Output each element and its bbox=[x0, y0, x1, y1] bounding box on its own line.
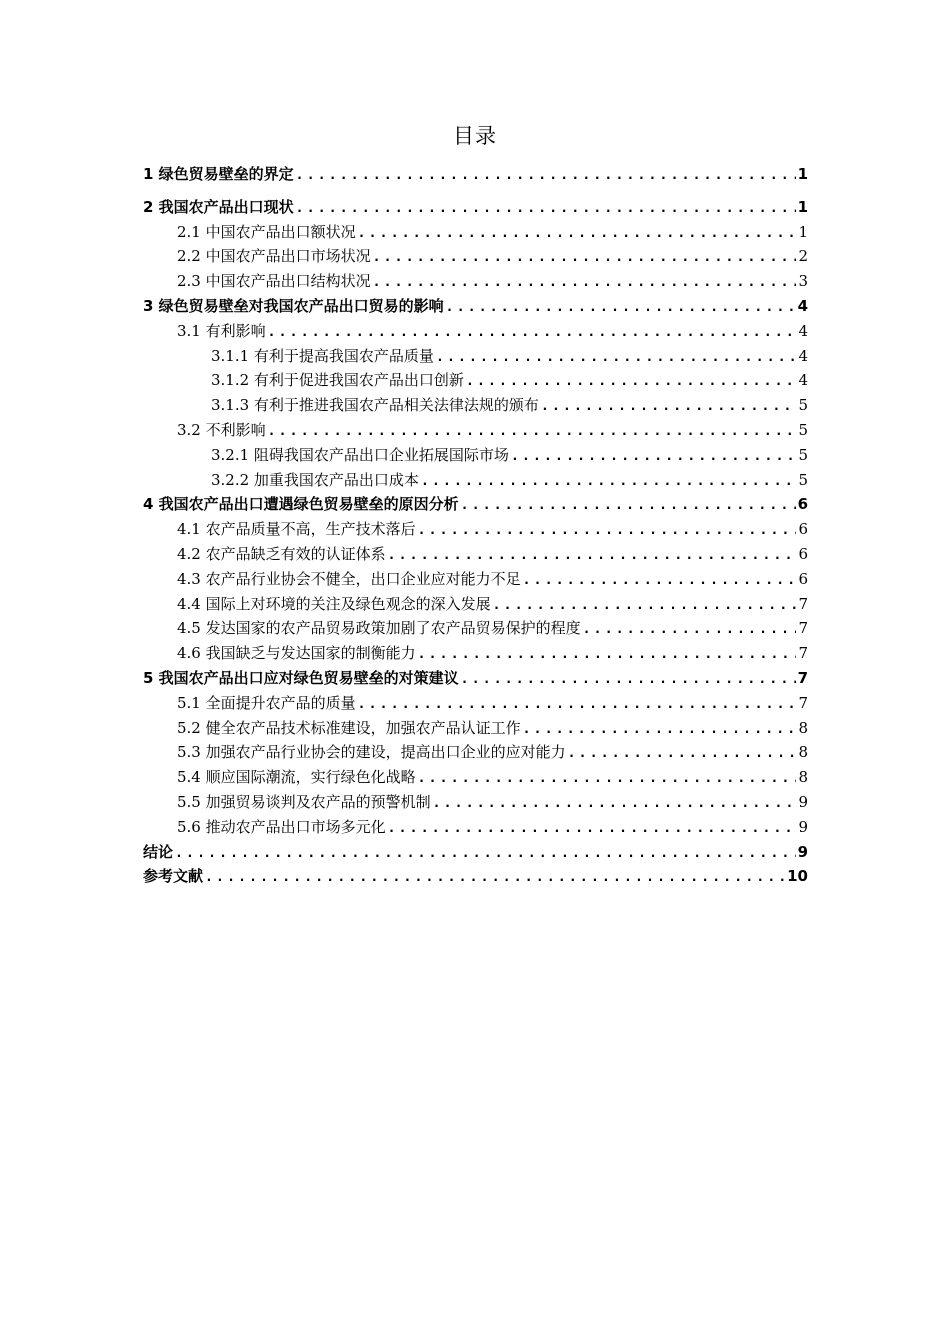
toc-leader-dots bbox=[436, 346, 796, 369]
toc-entry-text: 4.1 农产品质量不高，生产技术落后 bbox=[177, 520, 416, 539]
toc-leader-dots bbox=[523, 569, 796, 592]
toc-entry-text: 4.3 农产品行业协会不健全，出口企业应对能力不足 bbox=[177, 569, 521, 588]
toc-entry-text: 2.2 中国农产品出口市场状况 bbox=[177, 247, 371, 266]
toc-entry-text: 4 我国农产品出口遭遇绿色贸易壁垒的原因分析 bbox=[143, 495, 459, 514]
toc-entry-text: 5.1 全面提升农产品的质量 bbox=[177, 693, 356, 712]
toc-entry-text: 4.6 我国缺乏与发达国家的制衡能力 bbox=[177, 644, 416, 663]
toc-entry[interactable] bbox=[143, 765, 808, 790]
toc-entry-text: 3.2 不利影响 bbox=[177, 420, 266, 439]
toc-entry-page: 5 bbox=[798, 445, 808, 464]
toc-leader-dots bbox=[373, 271, 796, 294]
toc-entry[interactable] bbox=[143, 294, 808, 319]
toc-entry[interactable] bbox=[143, 517, 808, 542]
toc-entry-text: 3.2.1 阻碍我国农产品出口企业拓展国际市场 bbox=[211, 445, 509, 464]
toc-leader-dots bbox=[418, 767, 796, 790]
toc-leader-dots bbox=[373, 246, 796, 269]
toc-leader-dots bbox=[433, 792, 796, 815]
toc-entry-page: 7 bbox=[798, 619, 808, 638]
toc-entry-text: 4.5 发达国家的农产品贸易政策加剧了农产品贸易保护的程度 bbox=[177, 619, 581, 638]
toc-entry[interactable] bbox=[143, 840, 808, 865]
toc-leader-dots bbox=[493, 594, 796, 617]
toc-entry-page: 6 bbox=[798, 569, 808, 588]
toc-entry-text: 4.2 农产品缺乏有效的认证体系 bbox=[177, 544, 386, 563]
toc-leader-dots bbox=[466, 370, 796, 393]
toc-entry-page: 8 bbox=[798, 743, 808, 762]
toc-entry-page: 4 bbox=[798, 321, 808, 340]
toc-leader-dots bbox=[446, 296, 796, 319]
toc-leader-dots bbox=[418, 519, 796, 542]
toc-entry[interactable] bbox=[143, 815, 808, 840]
toc-entry-page: 7 bbox=[798, 693, 808, 712]
toc-entry-page: 7 bbox=[797, 668, 808, 687]
toc-entry[interactable] bbox=[143, 468, 808, 493]
toc-entry-text: 5.3 加强农产品行业协会的建设，提高出口企业的应对能力 bbox=[177, 743, 566, 762]
toc-leader-dots bbox=[461, 668, 796, 691]
toc-entry-page: 3 bbox=[798, 272, 808, 291]
toc-leader-dots bbox=[358, 222, 796, 245]
toc-leader-dots bbox=[268, 321, 796, 344]
toc-entry-text: 4.4 国际上对环境的关注及绿色观念的深入发展 bbox=[177, 594, 491, 613]
toc-entry-page: 9 bbox=[798, 817, 808, 836]
toc-entry-page: 5 bbox=[798, 470, 808, 489]
toc-entry-page: 8 bbox=[798, 718, 808, 737]
toc-entry[interactable] bbox=[143, 740, 808, 765]
toc-entry-page: 7 bbox=[798, 644, 808, 663]
toc-entry-page: 2 bbox=[798, 247, 808, 266]
toc-entry[interactable] bbox=[143, 244, 808, 269]
toc-entry-text: 结论 bbox=[143, 842, 174, 861]
toc-leader-dots bbox=[175, 842, 796, 865]
toc-entry[interactable] bbox=[143, 220, 808, 245]
toc-leader-dots bbox=[296, 197, 796, 220]
toc-entry-text: 参考文献 bbox=[143, 867, 204, 886]
toc-leader-dots bbox=[523, 718, 796, 741]
toc-entry-page: 4 bbox=[797, 296, 808, 315]
toc-entry-page: 1 bbox=[797, 197, 808, 216]
toc-title: 目录 bbox=[453, 124, 497, 148]
toc-entry[interactable] bbox=[143, 269, 808, 294]
table-of-contents bbox=[143, 162, 808, 889]
toc-leader-dots bbox=[418, 643, 796, 666]
toc-entry-text: 2.1 中国农产品出口额状况 bbox=[177, 222, 356, 241]
toc-entry-text: 2 我国农产品出口现状 bbox=[143, 197, 294, 216]
toc-entry[interactable] bbox=[143, 319, 808, 344]
toc-entry[interactable] bbox=[143, 864, 808, 889]
toc-leader-dots bbox=[388, 544, 796, 567]
toc-entry[interactable] bbox=[143, 567, 808, 592]
toc-entry-page: 6 bbox=[798, 544, 808, 563]
toc-entry[interactable] bbox=[143, 368, 808, 393]
toc-entry-page: 5 bbox=[798, 420, 808, 439]
toc-entry-text: 5.6 推动农产品出口市场多元化 bbox=[177, 817, 386, 836]
toc-entry-text: 2.3 中国农产品出口结构状况 bbox=[177, 272, 371, 291]
toc-leader-dots bbox=[541, 395, 796, 418]
toc-entry[interactable] bbox=[143, 542, 808, 567]
toc-entry[interactable] bbox=[143, 716, 808, 741]
toc-entry[interactable] bbox=[143, 393, 808, 418]
toc-entry-page: 4 bbox=[798, 346, 808, 365]
toc-leader-dots bbox=[358, 693, 796, 716]
toc-entry[interactable] bbox=[143, 418, 808, 443]
toc-entry-page: 10 bbox=[787, 867, 808, 886]
toc-entry-text: 5.5 加强贸易谈判及农产品的预警机制 bbox=[177, 792, 431, 811]
toc-entry-page: 7 bbox=[798, 594, 808, 613]
toc-leader-dots bbox=[268, 420, 796, 443]
toc-leader-dots bbox=[583, 618, 796, 641]
toc-entry-page: 1 bbox=[798, 222, 808, 241]
toc-entry-page: 6 bbox=[797, 495, 808, 514]
toc-entry[interactable] bbox=[143, 443, 808, 468]
toc-entry[interactable] bbox=[143, 666, 808, 691]
toc-entry-text: 3.1.1 有利于提高我国农产品质量 bbox=[211, 346, 434, 365]
toc-leader-dots bbox=[388, 817, 796, 840]
toc-entry[interactable] bbox=[143, 162, 808, 187]
toc-entry-text: 5.4 顺应国际潮流，实行绿色化战略 bbox=[177, 768, 416, 787]
toc-entry[interactable] bbox=[143, 344, 808, 369]
toc-leader-dots bbox=[205, 866, 785, 889]
toc-entry[interactable] bbox=[143, 790, 808, 815]
toc-entry-text: 5.2 健全农产品技术标准建设，加强农产品认证工作 bbox=[177, 718, 521, 737]
toc-entry-page: 9 bbox=[797, 842, 808, 861]
toc-entry-text: 1 绿色贸易壁垒的界定 bbox=[143, 165, 294, 183]
toc-leader-dots bbox=[511, 445, 796, 468]
toc-entry-text: 3.1 有利影响 bbox=[177, 321, 266, 340]
toc-entry-page: 8 bbox=[798, 768, 808, 787]
toc-entry[interactable] bbox=[143, 592, 808, 617]
toc-entry[interactable] bbox=[143, 492, 808, 517]
toc-entry-page: 1 bbox=[797, 165, 808, 183]
toc-leader-dots bbox=[421, 470, 796, 493]
toc-entry-text: 3 绿色贸易壁垒对我国农产品出口贸易的影响 bbox=[143, 296, 444, 315]
toc-entry[interactable] bbox=[143, 616, 808, 641]
toc-entry-text: 5 我国农产品出口应对绿色贸易壁垒的对策建议 bbox=[143, 668, 459, 687]
toc-leader-dots bbox=[568, 742, 796, 765]
toc-entry[interactable] bbox=[143, 641, 808, 666]
toc-entry-text: 3.1.2 有利于促进我国农产品出口创新 bbox=[211, 371, 464, 390]
toc-entry-page: 5 bbox=[798, 396, 808, 415]
toc-entry-text: 3.1.3 有利于推进我国农产品相关法律法规的颁布 bbox=[211, 396, 539, 415]
toc-leader-dots bbox=[461, 494, 796, 517]
toc-entry-page: 9 bbox=[798, 792, 808, 811]
toc-entry[interactable] bbox=[143, 195, 808, 220]
toc-entry-text: 3.2.2 加重我国农产品出口成本 bbox=[211, 470, 419, 489]
toc-entry-page: 6 bbox=[798, 520, 808, 539]
toc-entry-page: 4 bbox=[798, 371, 808, 390]
toc-entry[interactable] bbox=[143, 691, 808, 716]
toc-leader-dots bbox=[296, 164, 796, 187]
